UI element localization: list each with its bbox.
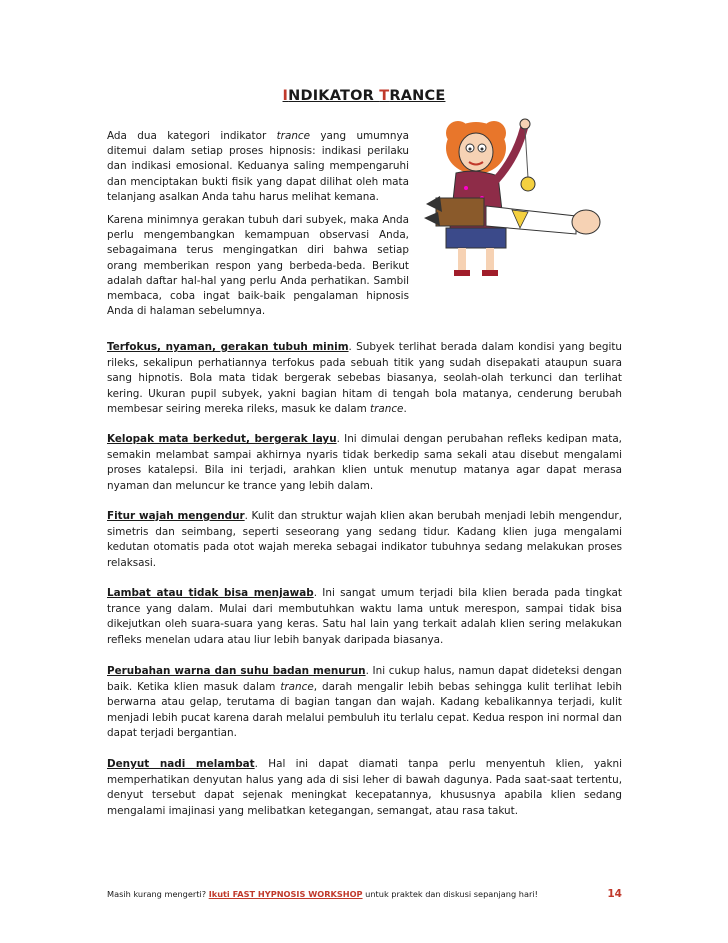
- section-denyut-nadi: Denyut nadi melambat. Hal ini dapat diamati tanpa perlu menyentuh klien, yakni memperhatikan denyutan halus yang ada di sisi leher di bawah dagunya. Pada saat-saat tertentu, denyut tersebut dapat sejenak meningkat kecepatannya, khususnya apabila klien sedang mengalami imajinasi yang melibatkan ketegangan, semangat, atau rasa takut.: [107, 758, 622, 817]
- hypnotist-illustration: [416, 88, 616, 288]
- section-heading: Fitur wajah mengendur: [107, 510, 245, 522]
- page-number: 14: [607, 888, 622, 900]
- workshop-link[interactable]: Ikuti FAST HYPNOSIS WORKSHOP: [208, 889, 363, 899]
- intro-text: [107, 129, 409, 327]
- section-heading: Terfokus, nyaman, gerakan tubuh minim: [107, 341, 349, 353]
- page-title: INDIKATOR TRANCE: [282, 88, 446, 104]
- section-fitur-wajah: Fitur wajah mengendur. Kulit dan struktur wajah klien akan berubah menjadi lebih mengendur, simetris dan seimbang, seperti seseorang yang sedang tidur. Kadang klien juga mengalami kedutan otomatis pada otot wajah mereka sebagai indikator tubuhnya sedang melakukan proses relaksasi.: [107, 510, 622, 569]
- section-heading: Denyut nadi melambat: [107, 758, 255, 770]
- section-lambat-menjawab: Lambat atau tidak bisa menjawab. Ini sangat umum terjadi bila klien berada pada tingkat trance yang dalam. Mulai dari membutuhkan waktu lama untuk merespon, sampai tidak bisa dikejutkan oleh suara-suara yang keras. Satu hal lain yang terkait adalah klien sering melakukan refleks menelan udara atau liur lebih banyak daripada biasanya.: [107, 587, 622, 646]
- section-terfokus: Terfokus, nyaman, gerakan tubuh minim. Subyek terlihat berada dalam kondisi yang begitu rileks, sekalipun perhatiannya terfokus pada sebuah titik yang sudah disepakati ataupun suara sang hipnotis. Bola mata tidak bergerak sebebas biasanya, seolah-olah terkunci dan terlihat kering. Ukuran pupil subyek, yakni bagian hitam di tengah bola matanya, cenderung berubah membesar seiring mereka rileks, masuk ke dalam trance.: [107, 341, 622, 415]
- section-heading: Lambat atau tidak bisa menjawab: [107, 587, 314, 599]
- section-kelopak-mata: Kelopak mata berkedut, bergerak layu. Ini dimulai dengan perubahan refleks kedipan mata, semakin melambat sampai akhirnya nyaris tidak berkedip sama sekali atau disebut mengalami proses katalepsi. Bila ini terjadi, arahkan klien untuk menutup matanya agar dapat merasa nyaman dan meluncur ke trance yang lebih dalam.: [107, 433, 622, 492]
- section-heading: Kelopak mata berkedut, bergerak layu: [107, 433, 337, 445]
- intro-paragraph-1: Ada dua kategori indikator trance yang umumnya ditemui dalam setiap proses hipnosis: indikasi perilaku dan indikasi emosional. Keduanya saling mempengaruhi dan menciptakan bukti fisik yang dapat dilihat oleh mata telanjang asalkan Anda tahu harus melihat kemana.: [107, 130, 409, 203]
- intro-paragraph-2: Karena minimnya gerakan tubuh dari subyek, maka Anda perlu mengembangkan kemampuan observasi Anda, sebagaimana terus mengingatkan diri bahwa setiap orang memberikan respon yang berbeda-beda. Berikut adalah daftar hal-hal yang perlu Anda perhatikan. Sambil membaca, coba ingat baik-baik pengalaman hipnosis Anda di halaman sebelumnya.: [107, 214, 409, 318]
- section-perubahan-warna: Perubahan warna dan suhu badan menurun. Ini cukup halus, namun dapat dideteksi dengan baik. Ketika klien masuk dalam trance, darah mengalir lebih bebas sehingga kulit terlihat lebih berwarna atau gelap, terutama di bagian tangan dan wajah. Kadang kebalikannya terjadi, kulit menjadi lebih pucat karena darah melalui pembuluh itu terlalu cepat. Kedua respon ini normal dan dapat terjadi bergantian.: [107, 665, 622, 739]
- section-heading: Perubahan warna dan suhu badan menurun: [107, 665, 366, 677]
- page-footer: Masih kurang mengerti? Ikuti FAST HYPNOSIS WORKSHOP untuk praktek dan diskusi sepanjang hari! 14: [107, 888, 622, 900]
